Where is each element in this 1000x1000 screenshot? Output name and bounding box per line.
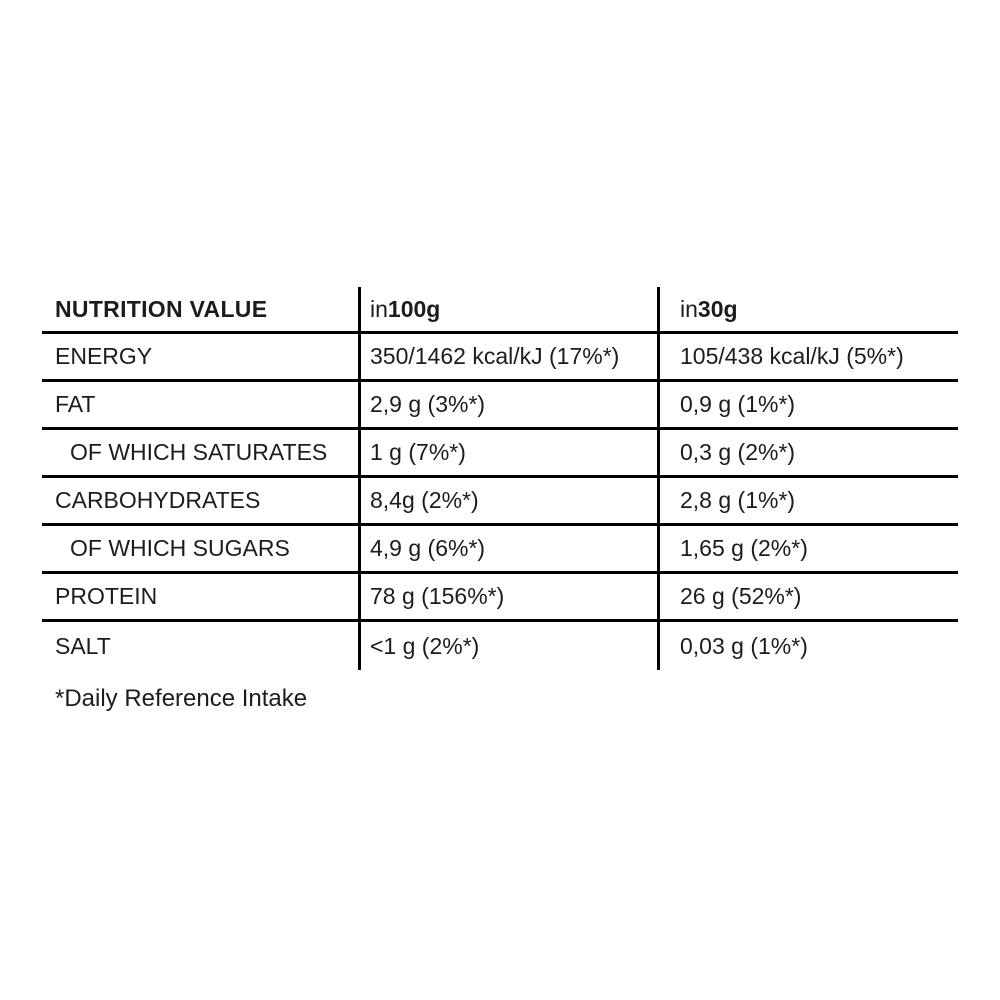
row-label: PROTEIN [55,583,158,609]
header-100g-amount: 100g [387,295,441,322]
row-label-cell [42,574,358,619]
value-100g: 4,9 g (6%*) [358,526,657,571]
table-title: NUTRITION VALUE [55,295,268,322]
value-100g: 350/1462 kcal/kJ (17%*) [358,334,657,379]
row-label-cell [42,430,358,475]
value-30g: 1,65 g (2%*) [657,526,958,571]
header-per-100g [358,287,657,331]
row-label-cell [42,478,358,523]
header-100g-prefix: in [370,295,388,322]
table-row-fat [42,382,958,430]
value-30g: 26 g (52%*) [657,574,958,619]
value-30g: 2,8 g (1%*) [657,478,958,523]
header-30g-prefix: in [680,295,698,322]
table-header-row [42,287,958,334]
row-label: ENERGY [55,343,153,369]
nutrition-table [42,287,958,670]
value-100g: 2,9 g (3%*) [358,382,657,427]
header-nutrition-value [42,287,358,331]
row-label-cell [42,334,358,379]
table-row-energy [42,334,958,382]
value-100g: <1 g (2%*) [358,622,657,670]
row-label-cell [42,622,358,670]
row-label: SALT [55,632,111,659]
table-row-sugars [42,526,958,574]
table-row-salt [42,622,958,670]
daily-reference-footnote: *Daily Reference Intake [55,685,308,712]
row-label: OF WHICH SATURATES [70,439,328,465]
row-label: CARBOHYDRATES [55,487,261,513]
header-30g-amount: 30g [697,295,738,322]
value-30g: 0,9 g (1%*) [657,382,958,427]
value-30g: 0,3 g (2%*) [657,430,958,475]
value-100g: 8,4g (2%*) [358,478,657,523]
table-row-saturates [42,430,958,478]
row-label: FAT [55,391,96,417]
value-100g: 78 g (156%*) [358,574,657,619]
value-30g: 0,03 g (1%*) [657,622,958,670]
header-per-30g [657,287,958,331]
table-row-carbohydrates [42,478,958,526]
row-label-cell [42,526,358,571]
row-label-cell [42,382,358,427]
row-label: OF WHICH SUGARS [70,535,290,561]
value-100g: 1 g (7%*) [358,430,657,475]
value-30g: 105/438 kcal/kJ (5%*) [657,334,958,379]
table-row-protein [42,574,958,622]
